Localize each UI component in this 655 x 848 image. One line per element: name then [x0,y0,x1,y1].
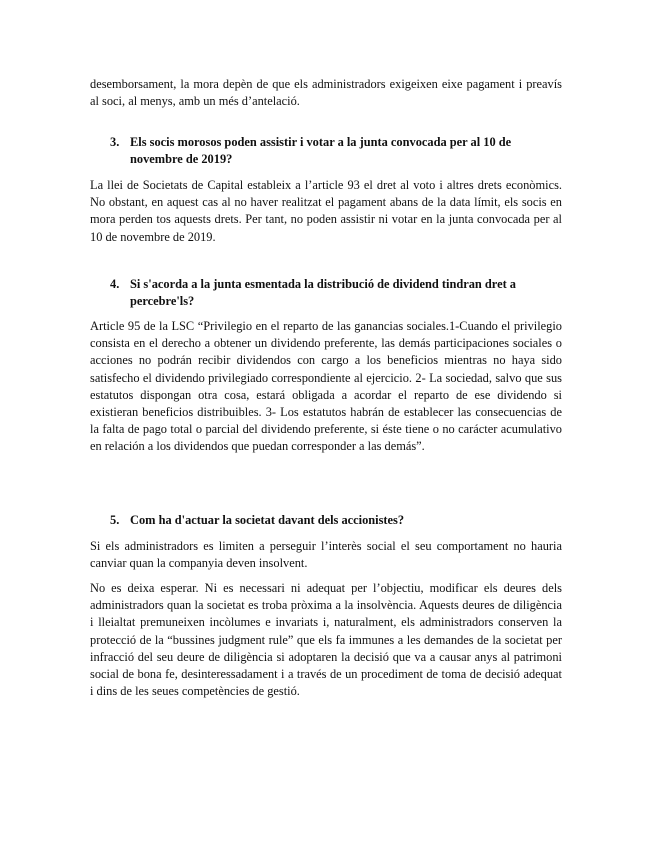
question-3-line1: Els socis morosos poden assistir i votar a la junta convocada per al 10 de [130,135,512,149]
question-4-heading [110,276,562,310]
paragraph-q5-answer-1: Si els administradors es limiten a perseguir l’interès social el seu comportament no hauria canviar quan la companyia deven insolvent. [90,539,562,571]
question-5-number: 5. [110,513,120,527]
question-3-heading [110,134,562,168]
paragraph-intro: desemborsament, la mora depèn de que els administradors exigeixen eixe pagament i preavís al soci, al menys, amb un més d’antelació. [90,77,562,109]
paragraph-q4-answer: Article 95 de la LSC “Privilegio en el reparto de las ganancias sociales.1-Cuando el privilegio consista en el derecho a obtener un dividendo preferente, las demás participaciones sociales o acciones no podrán recibir dividendos con cargo a los beneficios mientras no haya sido satisfecho el dividendo privilegiado correspondiente al ejercicio. 2- La sociedad, salvo que sus estatutos dispongan otra cosa, estará obligada a acordar el reparto de ese dividendo si existieran beneficios distribuibles. 3- Los estatutos habrán de establecer las consecuencias de la falta de pago total o parcial del dividendo preferente, si éste tiene o no carácter acumulativo en relación a los dividendos que puedan corresponder a las demás”. [90,319,562,454]
question-5-line1: Com ha d'actuar la societat davant dels accionistes? [130,513,405,527]
question-4-line1: Si s'acorda a la junta esmentada la distribució de dividend tindran dret a [130,277,516,291]
paragraph-q3-answer: La llei de Societats de Capital estableix a l’article 93 el dret al voto i altres drets econòmics. No obstant, en aquest cas al no haver realitzat el pagament abans de la data límit, els socis en mora perden tos aquests drets. Per tant, no poden assistir ni votar en la junta convocada per al 10 de novembre de 2019. [90,178,562,244]
question-4-number: 4. [110,277,120,291]
question-3-number: 3. [110,135,120,149]
question-3-line2: novembre de 2019? [130,152,233,167]
paragraph-q5-answer-2: No es deixa esperar. Ni es necessari ni adequat per l’objectiu, modificar els deures dels administradors quan la societat es troba pròxima a la insolvència. Aquests deures de diligència i lleialtat premuneixen incòlumes e invariats i, naturalment, els administradors conserven la protecció de la “bussines judgment rule” que els fa immunes a les demandes de la societat per infracció del seu deure de diligència si adoptaren la decisió que va a causar anys al patrimoni social de bona fe, desinteressadament i a través de un procediment de toma de decisió adequat i dins de les seues competències de gestió. [90,581,562,699]
question-4-line2: percebre'ls? [130,294,195,309]
question-5-heading [110,512,562,529]
